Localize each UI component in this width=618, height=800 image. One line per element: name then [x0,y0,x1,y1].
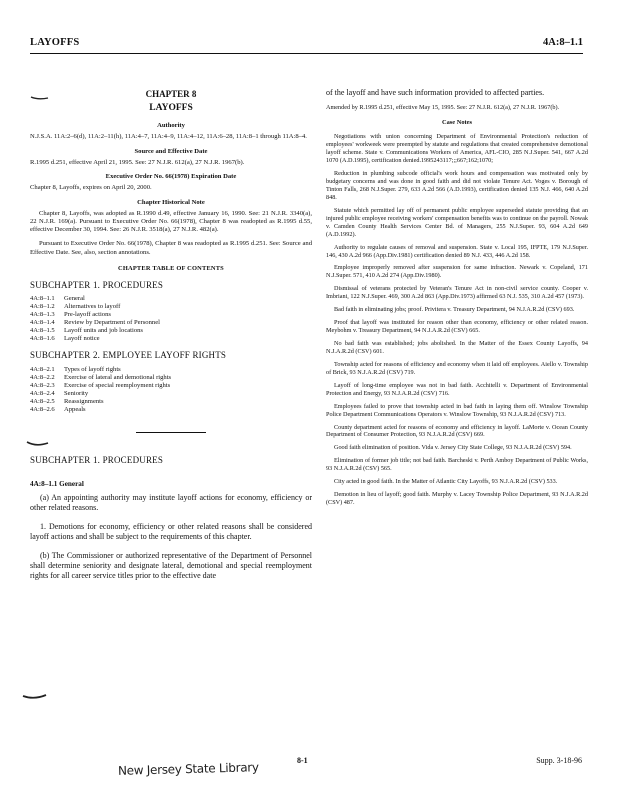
expiration-heading: Executive Order No. 66(1978) Expiration Date [105,173,237,181]
rule-paragraph: 1. Demotions for economy, efficiency or other related reasons shall be considered layoff actions and shall be subject to the requirements of this chapter. [30,521,312,542]
toc-entry-title: Alternatives to layoff [64,303,121,311]
running-header-right: 4A:8–1.1 [543,37,583,48]
case-note: Proof that layoff was instituted for reason other than economy, efficiency or other related reason. Meybohm v. Treasury Department, 94 N.J.A.R.2d (CSV) 665. [326,319,588,335]
toc-entry[interactable] [30,319,312,327]
toc-subchapter-heading: SUBCHAPTER 1. PROCEDURES [30,279,164,290]
case-note: No bad faith was established; jobs abolished. In the Matter of the Essex County Layoffs, 94 N.J.A.R.2d (CSV) 601. [326,340,588,355]
supplement-date: Supp. 3-18-96 [536,756,582,765]
rule-paragraph-continued: of the layoff and have such information provided to affected parties. [326,88,545,97]
case-note: Negotiations with union concerning Department of Environmental Protection's reduction of employees' workweek were preempted by statute and regulations that created comprehensive demotional layoff scheme. State v. Communications Workers of America, AFL-CIO, 285 N.J.Super. 541, 667 A.2d 1070 (A.D.1995), certification denied.1995243117;;;667;162;1070; [326,133,588,165]
left-column [30,88,312,590]
subchapter-heading: SUBCHAPTER 1. PROCEDURES [30,454,164,465]
toc-entry-title: Reassignments [64,397,104,405]
toc-entry[interactable] [30,303,312,311]
toc-entry-number: 4A:8–2.4 [30,389,55,397]
toc-list [30,366,312,414]
toc-entry[interactable] [30,382,312,390]
case-note: Good faith elimination of position. Vida v. Jersey City State College, 93 N.J.A.R.2d (CSV) 594. [334,444,572,452]
right-column [326,88,588,512]
rule-paragraph: (b) The Commissioner or authorized representative of the Department of Personnel shall determine seniority and designate lateral, demotional and special reemployment rights for all career service titles prior to the effective date [30,550,312,581]
toc-entry-title: Layoff notice [64,335,100,343]
case-notes-heading: Case Notes [442,119,472,127]
toc-entry-title: Seniority [64,389,89,397]
case-note: Dismissal of veterans protected by Veteran's Tenure Act in non-civil service county. Cooper v. Imbriani, 122 N.J.Super. 469, 300 A.2d 863 (App.Div.1973) affirmed 63 N.J. 535, 310 A.2d 457 (1973). [326,285,588,301]
toc-entry-title: Exercise of special reemployment rights [64,381,171,389]
toc-entry[interactable] [30,295,312,303]
toc-entry-number: 4A:8–2.6 [30,405,55,413]
header-rule [30,53,583,54]
toc-entry-title: General [64,295,85,303]
toc-entry-title: Exercise of lateral and demotional rights [64,373,172,381]
case-note: Employee improperly removed after suspension for same infraction. Newark v. Copeland, 171 N.J.Super. 571, 410 A.2d 274 (App.Div.1980). [326,264,588,280]
history-heading: Chapter Historical Note [137,198,205,206]
case-note: Reduction in plumbing subcode official's work hours and compensation was motivated only by budgetary concerns and was done in good faith and did not violate Tenure Act. Voges v. Borough of Tinton Falls, 268 N.J.Super. 279, 633 A.2d 566 (A.D.1993), certification denied 135 N.J. 466, 640 A.2d 848. [326,170,588,201]
toc-subchapter-heading: SUBCHAPTER 2. EMPLOYEE LAYOFF RIGHTS [30,350,227,361]
case-note: Bad faith in eliminating jobs; proof. Privitera v. Treasury Department, 94 N.J.A.R.2d (CSV) 693. [334,306,575,314]
case-note: Statute which permitted lay off of permanent public employee superseded statute providing that an injured public employee receiving workers' compensation benefits was to continue on the payroll. Nowak v. Camden County Health Services Center Bd. of Managers, 255 N.J.Super. 93, 604 A.2d 649 (A.D.1992). [326,206,588,238]
toc-entry-title: Types of layoff rights [64,365,121,373]
case-notes-list [326,133,588,507]
toc-entry[interactable] [30,366,312,374]
case-note: Demotion in lieu of layoff; good faith. Murphy v. Lacey Township Police Department, 93 N.J.A.R.2d (CSV) 487. [326,491,588,507]
case-note: Authority to regulate causes of removal and suspension. State v. Local 195, IFPTE, 179 N.J.Super. 146, 430 A.2d 966 (App.Div.1981) certification denied 89 N.J. 433, 446 A.2d 158. [326,243,588,259]
toc-entry[interactable] [30,374,312,382]
section-divider [136,432,206,433]
toc-entry-number: 4A:8–2.1 [30,365,55,373]
toc-entry[interactable] [30,311,312,319]
toc-entry-number: 4A:8–1.2 [30,303,55,311]
history-paragraph: Chapter 8, Layoffs, was adopted as R.1990 d.49, effective January 16, 1990. See: 21 N.J.R. 3340(a), 22 N.J.R. 169(a). Pursuant to Executive Order No. 66(1978), Chapter 8 was readopted as R.1995 d.55, effective December 30, 1994. See: 26 N.J.R. 3518(a), 27 N.J.R. 482(a). [30,209,312,234]
authority-heading: Authority [157,122,185,130]
running-header-left: LAYOFFS [30,37,80,48]
toc-entry-number: 4A:8–2.3 [30,381,55,389]
chapter-number: CHAPTER 8 [145,89,197,99]
toc-entry-title: Appeals [64,405,86,413]
toc-title: CHAPTER TABLE OF CONTENTS [118,264,224,272]
toc-entry-number: 4A:8–1.1 [30,295,55,303]
chapter-title: LAYOFFS [149,103,193,114]
toc-entry[interactable] [30,390,312,398]
toc-entry-number: 4A:8–2.5 [30,397,55,405]
case-note: City acted in good faith. In the Matter of Atlantic City Layoffs, 93 N.J.A.R.2d (CSV) 533. [334,478,558,486]
toc-entry-number: 4A:8–1.4 [30,319,55,327]
page-number: 8-1 [297,756,308,765]
source-text: R.1995 d.251, effective April 21, 1995. See: 27 N.J.R. 612(a), 27 N.J.R. 1967(b). [30,158,245,166]
toc-entry[interactable] [30,335,312,343]
toc-list [30,295,312,343]
toc-entry-number: 4A:8–1.3 [30,311,55,319]
toc-entry-title: Layoff units and job locations [64,327,143,335]
rule-paragraph: (a) An appointing authority may institute layoff actions for economy, efficiency or other related reasons. [30,493,312,513]
toc-entry-number: 4A:8–2.2 [30,373,55,381]
case-note: Township acted for reasons of efficiency and economy when it laid off employees. Aiello v. Township of Brick, 93 N.J.A.R.2d (CSV) 719. [326,360,588,376]
toc-entry-title: Review by Department of Personnel [64,319,160,327]
toc-entry[interactable] [30,406,312,414]
toc-entry[interactable] [30,327,312,335]
amendment-note: Amended by R.1995 d.251, effective May 15, 1995. See: 27 N.J.R. 612(a), 27 N.J.R. 1967(b). [326,104,560,112]
toc-entry[interactable] [30,398,312,406]
case-note: County department acted for reasons of economy and efficiency in layoff. LaMorte v. Ocean County Department of Consumer Protection, 93 N.J.A.R.2d (CSV) 669. [326,423,588,439]
library-stamp: New Jersey State Library [117,760,259,778]
expiration-text: Chapter 8, Layoffs, expires on April 20, 2000. [30,184,152,192]
margin-scan-mark [22,692,48,702]
case-note: Employees failed to prove that township acted in bad faith in laying them off. Winslow Township Police Department Communications Operators v. Winslow Township, 93 N.J.A.R.2d (CSV) 713. [326,402,588,418]
section-title: 4A:8–1.1 General [30,480,84,489]
toc-entry-number: 4A:8–1.5 [30,327,55,335]
case-note: Layoff of long-time employee was not in bad faith. Acchitelli v. Department of Environmental Protection and Energy, 93 N.J.A.R.2d (CSV) 716. [326,381,588,397]
toc-entry-number: 4A:8–1.6 [30,335,55,343]
case-note: Elimination of former job title; not bad faith. Barcheski v. Perth Amboy Department of Public Works, 93 N.J.A.R.2d (CSV) 565. [326,457,588,473]
authority-text: N.J.S.A. 11A:2–6(d), 11A:2–11(h), 11A:4–7, 11A:4–9, 11A:4–12, 11A:6–28, 11A:8–1 through 11A:8–4. [30,133,307,141]
history-paragraph: Pursuant to Executive Order No. 66(1978), Chapter 8 was readopted as R.1995 d.251. See: Source and Effective Date. See, also, section annotations. [30,240,312,256]
source-heading: Source and Effective Date [134,147,208,155]
toc-entry-title: Pre-layoff actions [64,311,111,319]
